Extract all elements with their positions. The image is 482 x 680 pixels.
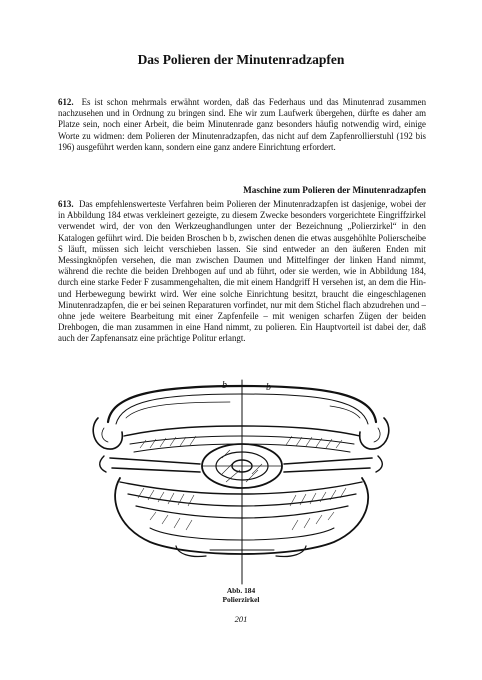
label-b-left: b [222, 380, 227, 391]
paragraph-text: Das empfehlenswerteste Verfahren beim Polieren der Minutenradzapfen ist dasjenige, wobei der in Abbildung 184 etwas verkleinert gezeigte, zu diesem Zwecke besonders vorgerichtete Eingriffzirkel verwendet wird, der von den Werkzeughandlungen unter der Bezeichnung „Polierzirkel“ in den Katalogen geführt wird. Die beiden Broschen b b, zwischen denen die etwas ausgehöhlte Polierscheibe S läuft, müssen sich leicht verschieben lassen. Sie sind entweder an den äußeren Enden mit Messingknöpfen versehen, die man zwischen Daumen und Mittelfinger der linken Hand nimmt, während die rechte die beiden Drehbogen auf und ab führt, oder sie werden, wie in Abbildung 184, durch eine starke Feder F zusammengehalten, die mit einem Handgriff H versehen ist, an dem die Hin- und Herbewegung bewirkt wird. Wer eine solche Einrichtung besitzt, braucht die eingeschlagenen Minutenradzapfen, die er bei seinen Reparaturen vorfindet, nur mit dem Stichel flach abzudrehen und – ohne jede weitere Bearbeitung mit einer Zapfenfeile – mit wenigen scharfen Zügen der beiden Drehbogen, die man zusammen in eine Hand nimmt, zu polieren. Ein Hauptvorteil ist dabei der, daß auch der Zapfenansatz eine prächtige Politur erlangt. [58, 199, 426, 344]
polierzirkel-illustration [0, 378, 482, 586]
paragraph-text: Es ist schon mehrmals erwähnt worden, daß das Federhaus und das Minutenrad zusammen nachzusehen und in Ordnung zu bringen sind. Ehe wir zum Laufwerk übergehen, dürfte es daher am Platze sein, noch einer Arbeit, die beim Minutenrade ganz besonders häufig notwendig wird, einige Worte zu widmen: dem Polieren der Minutenradzapfen, das nicht auf dem Zapfenrollierstuhl (192 bis 196) ausgeführt werden kann, sondern eine ganz andere Einrichtung erfordert. [58, 97, 427, 152]
section-subheading: Maschine zum Polieren der Minutenradzapfen [243, 185, 426, 195]
paragraph-number: 612. [58, 97, 74, 107]
figure-polierzirkel [0, 378, 482, 586]
figure-caption-number: Abb. 184 [226, 586, 256, 595]
paragraph-612 [58, 97, 426, 153]
page-title: Das Polieren der Minutenradzapfen [137, 52, 345, 67]
label-b-right: b [266, 382, 271, 393]
paragraph-number: 613. [58, 199, 74, 209]
paragraph-613 [58, 199, 426, 345]
page-number: 201 [234, 614, 248, 624]
figure-caption-title: Polierzirkel [222, 595, 260, 604]
